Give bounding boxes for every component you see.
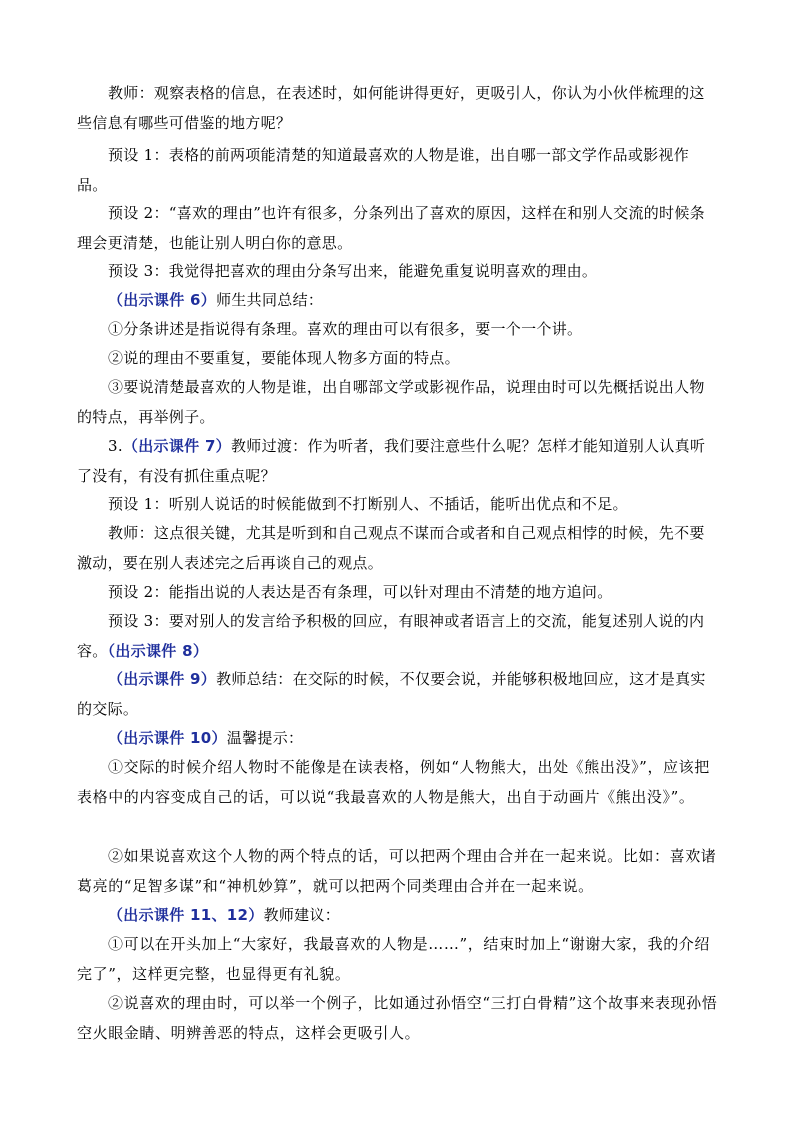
- paragraph-summary-3: [77, 372, 719, 432]
- courseware-label: （出示课件 8）: [107, 642, 209, 660]
- paragraph-text: ①可以在开头加上“大家好，我最喜欢的人物是……”，结束时加上“谢谢大家，我的介绍完了”，这样更完整，也显得更有礼貌。: [77, 935, 711, 983]
- paragraph-text: 预设 3：要对别人的发言给予积极的回应，有眼神或者语言上的交流，能复述别人说的内容。: [77, 612, 705, 660]
- paragraph-suggestion-2: [77, 988, 719, 1048]
- paragraph-listen-preset-2: [77, 577, 719, 607]
- paragraph-listen-preset-1: [77, 489, 719, 519]
- paragraph-text: ①分条讲述是指说得有条理。喜欢的理由可以有很多，要一个一个讲。: [108, 320, 583, 338]
- courseware-label: （出示课件 6）: [108, 291, 217, 309]
- courseware-label: （出示课件 9）: [108, 670, 217, 688]
- paragraph-transition: [77, 431, 719, 491]
- paragraph-preset-2: [77, 198, 719, 258]
- paragraph-text: 预设 1：听别人说话的时候能做到不打断别人、不插话，能听出优点和不足。: [108, 495, 628, 513]
- paragraph-preset-1: [77, 140, 719, 200]
- courseware-label: （出示课件 11、12）: [108, 906, 264, 924]
- paragraph-text: ②说的理由不要重复，要能体现人物多方面的特点。: [108, 349, 460, 367]
- paragraph-text: 师生共同总结：: [216, 291, 324, 309]
- paragraph-listen-preset-3: [77, 606, 719, 666]
- paragraph-tip-1: [77, 752, 719, 812]
- paragraph-text: 教师建议：: [263, 906, 341, 924]
- courseware-label: （出示课件 7）: [122, 437, 231, 455]
- paragraph-text: 教师过渡：作为听者，我们要注意些什么呢？怎样才能知道别人认真听了没有，有没有抓住重点呢？: [77, 437, 706, 485]
- courseware-label: （出示课件 10）: [108, 729, 227, 747]
- paragraph-suggestion-1: [77, 929, 719, 989]
- paragraph-courseware-9: [77, 664, 719, 724]
- paragraph-courseware-11-12: [77, 900, 719, 930]
- paragraph-text: ②如果说喜欢这个人物的两个特点的话，可以把两个理由合并在一起来说。比如：喜欢诸葛亮的“足智多谋”和“神机妙算”，就可以把两个同类理由合并在一起来说。: [77, 847, 717, 895]
- paragraph-teacher-key: [77, 518, 719, 578]
- paragraph-tip-2: [77, 841, 719, 901]
- paragraph-text: 教师：观察表格的信息，在表述时，如何能讲得更好，更吸引人，你认为小伙伴梳理的这些信息有哪些可借鉴的地方呢？: [77, 84, 705, 132]
- item-number: 3.: [108, 437, 123, 455]
- paragraph-text: ①交际的时候介绍人物时不能像是在读表格，例如“人物熊大，出处《熊出没》”，应该把表格中的内容变成自己的话，可以说“我最喜欢的人物是熊大，出自于动画片《熊出没》”。: [77, 758, 710, 806]
- paragraph-preset-3: [77, 256, 719, 286]
- paragraph-text: 预设 2：“喜欢的理由”也许有很多，分条列出了喜欢的原因，这样在和别人交流的时候条理会更清楚，也能让别人明白你的意思。: [77, 204, 705, 252]
- paragraph-text: 教师：这点很关键，尤其是听到和自己观点不谋而合或者和自己观点相悖的时候，先不要激动，要在别人表述完之后再谈自己的观点。: [77, 524, 705, 572]
- paragraph-text: 预设 2：能指出说的人表达是否有条理，可以针对理由不清楚的地方追问。: [108, 583, 613, 601]
- paragraph-text: 预设 3：我觉得把喜欢的理由分条写出来，能避免重复说明喜欢的理由。: [108, 262, 598, 280]
- paragraph-text: 预设 1：表格的前两项能清楚的知道最喜欢的人物是谁，出自哪一部文学作品或影视作品。: [77, 146, 690, 194]
- paragraph-text: 教师总结：在交际的时候，不仅要会说，并能够积极地回应，这才是真实的交际。: [77, 670, 706, 718]
- paragraph-text: 温馨提示：: [226, 729, 304, 747]
- paragraph-teacher-question: [77, 78, 719, 138]
- paragraph-courseware-6: [77, 285, 719, 315]
- paragraph-summary-1: [77, 314, 719, 344]
- paragraph-summary-2: [77, 343, 719, 373]
- paragraph-text: ③要说清楚最喜欢的人物是谁，出自哪部文学或影视作品，说理由时可以先概括说出人物的特点，再举例子。: [77, 378, 705, 426]
- paragraph-courseware-10: [77, 723, 719, 753]
- paragraph-text: ②说喜欢的理由时，可以举一个例子，比如通过孙悟空“三打白骨精”这个故事来表现孙悟空火眼金睛、明辨善恶的特点，这样会更吸引人。: [77, 994, 718, 1042]
